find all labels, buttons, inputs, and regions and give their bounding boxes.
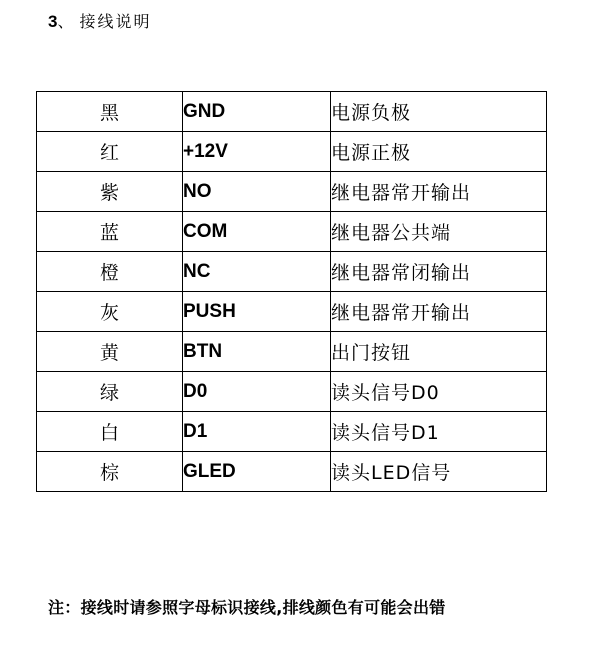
signal-name-cell: COM <box>183 212 331 252</box>
signal-name-cell: D0 <box>183 372 331 412</box>
signal-description-cell: 出门按钮 <box>331 332 547 372</box>
table-row <box>37 92 547 132</box>
signal-name-cell: GLED <box>183 452 331 492</box>
section-number: 3 <box>48 12 58 31</box>
wire-color-cell: 红 <box>37 132 183 172</box>
signal-description-cell: 继电器公共端 <box>331 212 547 252</box>
signal-description-cell: 继电器常闭输出 <box>331 252 547 292</box>
signal-description-cell: 电源正极 <box>331 132 547 172</box>
table-row <box>37 172 547 212</box>
wire-color-cell: 绿 <box>37 372 183 412</box>
signal-name-cell: +12V <box>183 132 331 172</box>
section-title: 接线说明 <box>79 12 152 31</box>
wiring-table <box>36 91 547 492</box>
wire-color-cell: 紫 <box>37 172 183 212</box>
wire-color-cell: 灰 <box>37 292 183 332</box>
wire-color-cell: 橙 <box>37 252 183 292</box>
table-row <box>37 132 547 172</box>
signal-name-cell: BTN <box>183 332 331 372</box>
signal-name-cell: GND <box>183 92 331 132</box>
table-row <box>37 292 547 332</box>
signal-description-cell: 电源负极 <box>331 92 547 132</box>
signal-description-cell: 读头信号D1 <box>331 412 547 452</box>
wire-color-cell: 蓝 <box>37 212 183 252</box>
signal-name-cell: NO <box>183 172 331 212</box>
signal-name-cell: NC <box>183 252 331 292</box>
section-heading <box>48 9 152 32</box>
signal-description-cell: 继电器常开输出 <box>331 292 547 332</box>
signal-name-cell: PUSH <box>183 292 331 332</box>
section-separator: 、 <box>57 12 76 31</box>
signal-description-cell: 读头信号D0 <box>331 372 547 412</box>
signal-description-cell: 继电器常开输出 <box>331 172 547 212</box>
table-row <box>37 412 547 452</box>
wire-color-cell: 黑 <box>37 92 183 132</box>
wire-color-cell: 棕 <box>37 452 183 492</box>
table-row <box>37 252 547 292</box>
wire-color-cell: 白 <box>37 412 183 452</box>
signal-name-cell: D1 <box>183 412 331 452</box>
wire-color-cell: 黄 <box>37 332 183 372</box>
wiring-note: 注：接线时请参照字母标识接线,排线颜色有可能会出错 <box>48 598 446 617</box>
table-row <box>37 452 547 492</box>
table-row <box>37 332 547 372</box>
signal-description-cell: 读头LED信号 <box>331 452 547 492</box>
table-row <box>37 212 547 252</box>
table-row <box>37 372 547 412</box>
